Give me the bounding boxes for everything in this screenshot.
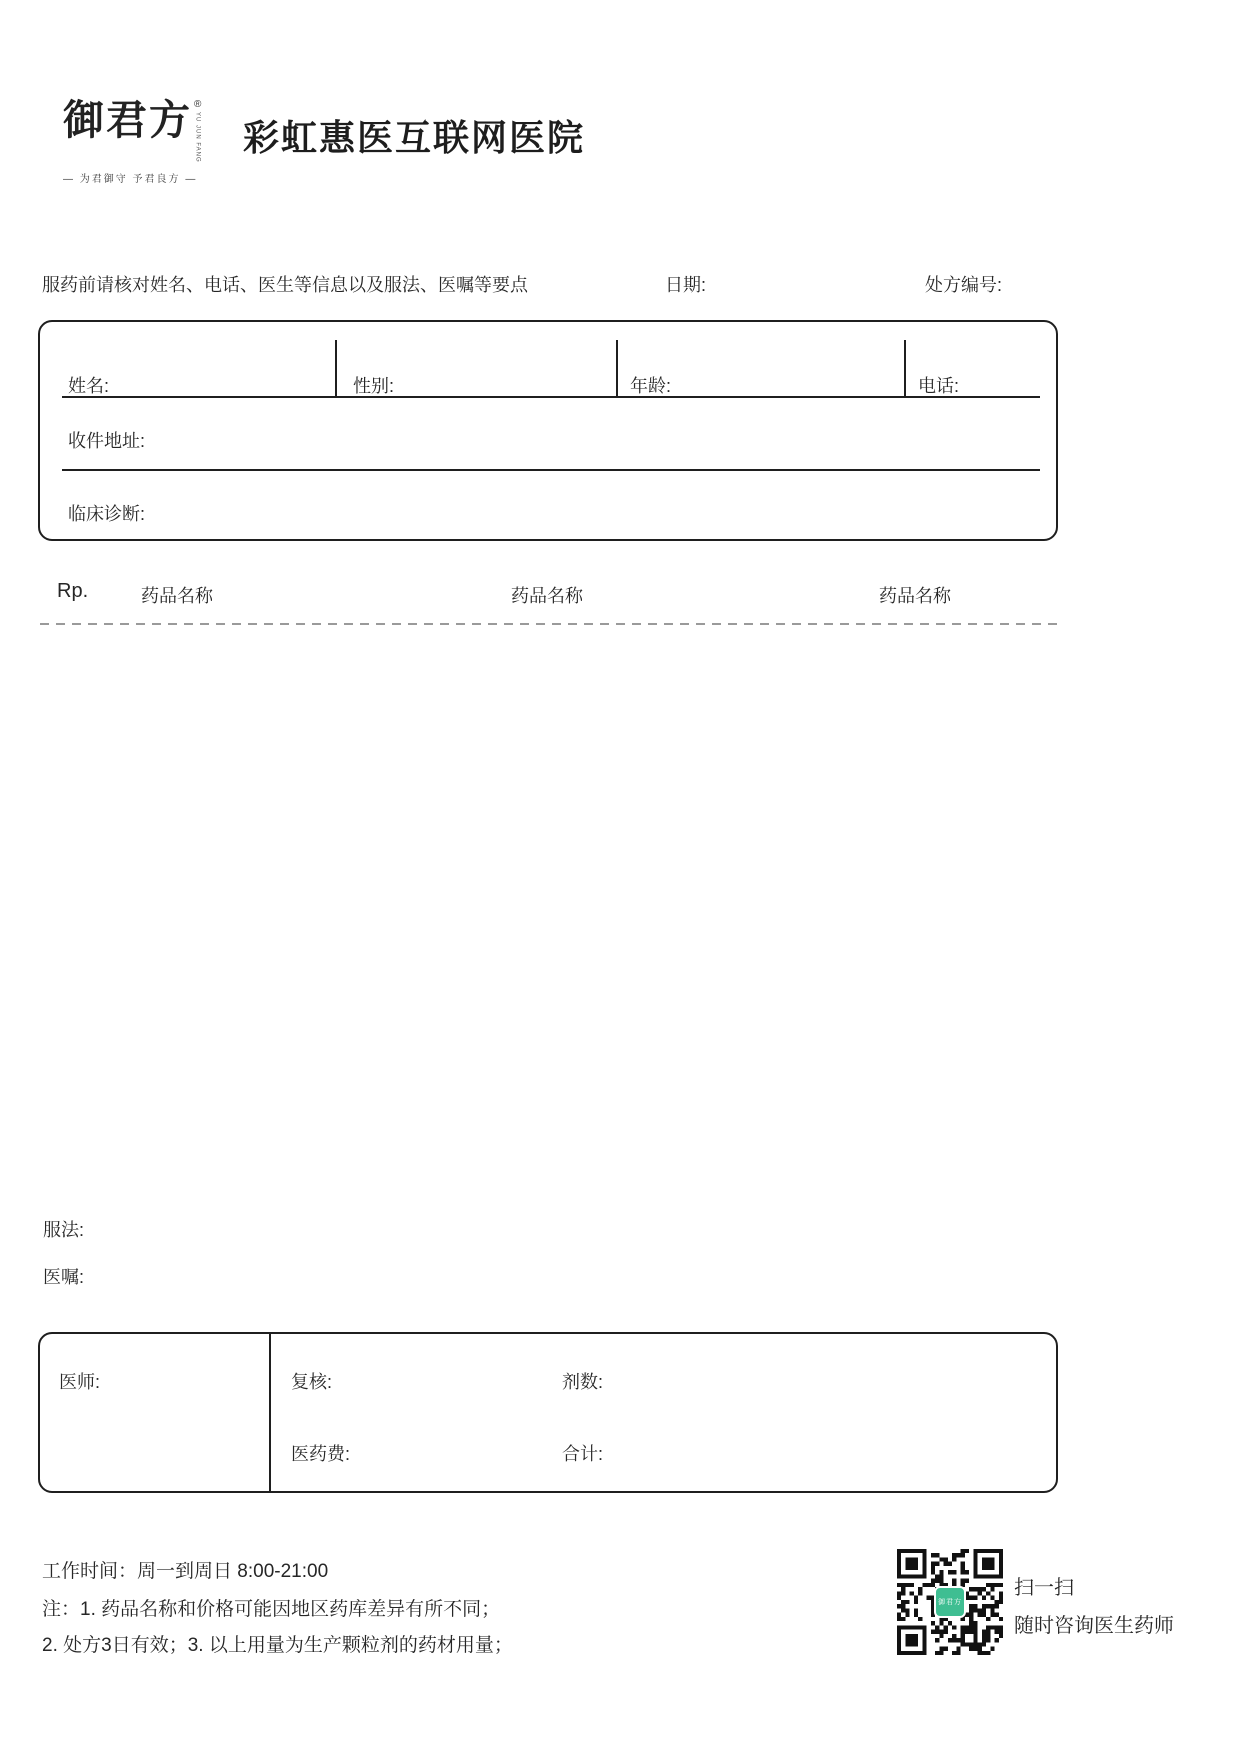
total-label: 合计:: [562, 1444, 604, 1464]
age-label: 年龄:: [630, 376, 672, 396]
logo-vertical-caption: YU JUN FANG: [194, 112, 201, 163]
dashed-separator: [40, 623, 1058, 625]
doctor-advice-label: 医嘱:: [43, 1267, 85, 1287]
review-label: 复核:: [291, 1372, 333, 1392]
clinical-diagnosis-label: 临床诊断:: [68, 504, 146, 524]
column-divider: [616, 340, 618, 396]
rp-label: Rp.: [57, 580, 89, 602]
medical-fee-label: 医药费:: [291, 1444, 351, 1464]
logo-tagline: — 为君御守 予君良方 —: [63, 173, 198, 185]
brand-logo: [63, 96, 202, 185]
registered-trademark-icon: ®: [194, 99, 202, 110]
note-line-1: 注：1. 药品名称和价格可能因地区药库差异有所不同；: [42, 1599, 501, 1620]
verification-notice: 服药前请核对姓名、电话、医生等信息以及服法、医嘱等要点: [42, 275, 528, 295]
hospital-name-title: 彩虹惠医互联网医院: [243, 117, 586, 158]
note-line-2: 2. 处方3日有效；3. 以上用量为生产颗粒剂的药材用量；: [42, 1635, 513, 1656]
column-divider: [269, 1334, 271, 1491]
patient-info-box: [38, 320, 1058, 541]
name-label: 姓名:: [68, 376, 110, 396]
date-label: 日期:: [665, 275, 707, 295]
logo-wordmark: 御君方: [63, 96, 192, 144]
drug-name-column-header: 药品名称: [511, 586, 583, 606]
row-divider: [62, 396, 1040, 398]
scan-caption: 扫一扫: [1014, 1577, 1074, 1599]
phone-label: 电话:: [918, 376, 960, 396]
drug-name-column-header: 药品名称: [141, 586, 213, 606]
column-divider: [904, 340, 906, 396]
work-hours-text: 工作时间：周一到周日 8:00-21:00: [42, 1561, 329, 1582]
gender-label: 性别:: [353, 376, 395, 396]
dose-count-label: 剂数:: [562, 1372, 604, 1392]
doctor-label: 医师:: [59, 1372, 101, 1392]
consult-caption: 随时咨询医生药师: [1014, 1615, 1174, 1637]
signature-fee-box: [38, 1332, 1058, 1493]
drug-name-column-header: 药品名称: [879, 586, 951, 606]
qr-center-logo-text: 御君方: [938, 1598, 962, 1606]
usage-label: 服法:: [43, 1220, 85, 1240]
prescription-number-label: 处方编号:: [925, 275, 1003, 295]
shipping-address-label: 收件地址:: [68, 431, 146, 451]
qr-code: [897, 1549, 1003, 1655]
row-divider: [62, 469, 1040, 471]
qr-center-logo: [934, 1586, 966, 1618]
column-divider: [335, 340, 337, 396]
